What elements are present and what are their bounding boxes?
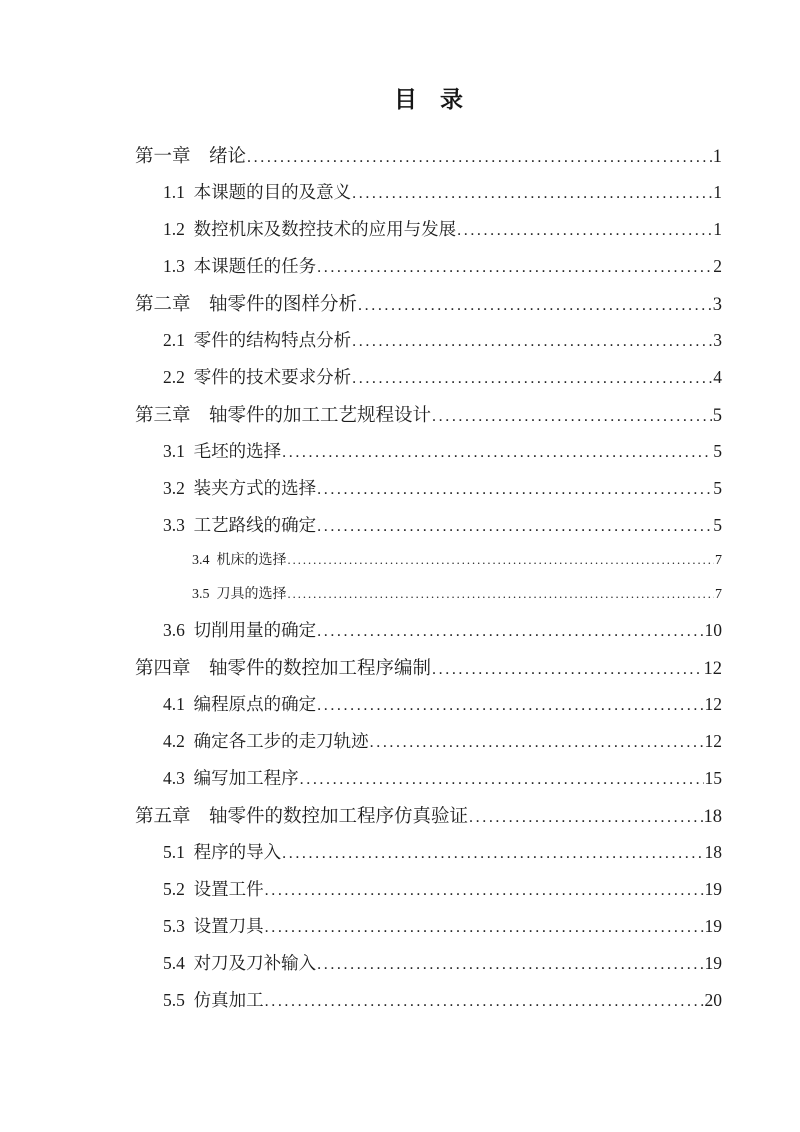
toc-entry-page-number: 1 xyxy=(713,182,722,202)
toc-entry-page-number: 12 xyxy=(704,731,722,751)
toc-entry-section[interactable] xyxy=(135,253,722,290)
dot-leader xyxy=(358,295,712,316)
toc-entry-section[interactable] xyxy=(135,876,722,913)
toc-entry-section[interactable] xyxy=(135,475,722,512)
toc-entry-page-number: 7 xyxy=(715,553,722,568)
toc-entry-page-number: 2 xyxy=(713,256,722,276)
toc-entry-label: 第五章 轴零件的数控加工程序仿真验证 xyxy=(135,807,469,827)
toc-entry-label: 第二章 轴零件的图样分析 xyxy=(135,295,358,315)
toc-entry-section[interactable] xyxy=(135,512,722,549)
toc-entry-label: 3.3 工艺路线的确定 xyxy=(163,515,317,535)
toc-entry-label: 5.4 对刀及刀补输入 xyxy=(163,953,317,973)
toc-entry-label: 3.1 毛坯的选择 xyxy=(163,441,282,461)
dot-leader xyxy=(265,879,704,900)
toc-entry-page-number: 18 xyxy=(703,807,722,827)
dot-leader xyxy=(317,953,703,974)
toc-entry-page-number: 19 xyxy=(704,879,722,899)
toc-entry-label: 2.2 零件的技术要求分析 xyxy=(163,367,352,387)
dot-leader xyxy=(317,478,712,499)
toc-entry-chapter[interactable] xyxy=(135,142,722,179)
toc-entry-page-number: 3 xyxy=(713,330,722,350)
toc-entry-page-number: 20 xyxy=(704,990,722,1010)
toc-entry-chapter[interactable] xyxy=(135,802,722,839)
dot-leader xyxy=(265,990,704,1011)
toc-entry-page-number: 3 xyxy=(712,295,722,315)
toc-entry-label: 5.5 仿真加工 xyxy=(163,990,264,1010)
dot-leader xyxy=(352,367,712,388)
toc-entry-page-number: 4 xyxy=(713,367,722,387)
toc-entry-label: 1.1 本课题的目的及意义 xyxy=(163,182,352,202)
toc-entry-label: 4.3 编写加工程序 xyxy=(163,768,299,788)
toc-entry-section[interactable] xyxy=(135,950,722,987)
toc-entry-section[interactable] xyxy=(135,728,722,765)
toc-entry-label: 1.3 本课题任的任务 xyxy=(163,256,317,276)
toc-entry-chapter[interactable] xyxy=(135,401,722,438)
dot-leader xyxy=(370,731,704,752)
dot-leader xyxy=(432,406,712,427)
dot-leader xyxy=(282,441,712,462)
toc-entry-section[interactable] xyxy=(135,839,722,876)
toc-entry-label: 2.1 零件的结构特点分析 xyxy=(163,330,352,350)
toc-entry-section[interactable] xyxy=(135,179,722,216)
toc-entry-page-number: 15 xyxy=(704,768,722,788)
toc-entry-page-number: 5 xyxy=(713,515,722,535)
toc-entry-page-number: 12 xyxy=(704,694,722,714)
table-of-contents xyxy=(135,142,722,1024)
toc-entry-section[interactable] xyxy=(135,765,722,802)
toc-entry-label: 3.6 切削用量的确定 xyxy=(163,620,317,640)
toc-entry-section[interactable] xyxy=(135,617,722,654)
dot-leader xyxy=(282,842,703,863)
toc-entry-label: 第一章 绪论 xyxy=(135,147,247,167)
toc-entry-chapter[interactable] xyxy=(135,290,722,327)
dot-leader xyxy=(300,768,704,789)
dot-leader xyxy=(317,694,703,715)
toc-entry-label: 5.2 设置工件 xyxy=(163,879,264,899)
dot-leader xyxy=(317,515,712,536)
dot-leader xyxy=(265,916,704,937)
dot-leader xyxy=(288,553,715,569)
dot-leader xyxy=(317,620,703,641)
toc-entry-page-number: 19 xyxy=(704,953,722,973)
dot-leader xyxy=(469,807,702,828)
toc-entry-page-number: 5 xyxy=(713,441,722,461)
toc-entry-section[interactable] xyxy=(135,438,722,475)
dot-leader xyxy=(288,587,715,603)
dot-leader xyxy=(457,219,712,240)
toc-entry-section[interactable] xyxy=(135,327,722,364)
dot-leader xyxy=(352,182,712,203)
toc-entry-section[interactable] xyxy=(135,216,722,253)
toc-entry-section[interactable] xyxy=(135,691,722,728)
toc-entry-page-number: 1 xyxy=(713,219,722,239)
toc-entry-page-number: 18 xyxy=(704,842,722,862)
toc-entry-label: 4.1 编程原点的确定 xyxy=(163,694,317,714)
toc-entry-label: 3.2 装夹方式的选择 xyxy=(163,478,317,498)
toc-entry-page-number: 7 xyxy=(715,587,722,602)
toc-entry-label: 3.4 机床的选择 xyxy=(192,553,287,568)
dot-leader xyxy=(247,147,712,168)
toc-entry-label: 5.1 程序的导入 xyxy=(163,842,282,862)
toc-entry-label: 第四章 轴零件的数控加工程序编制 xyxy=(135,659,432,679)
toc-entry-page-number: 19 xyxy=(704,916,722,936)
toc-entry-section[interactable] xyxy=(135,913,722,950)
toc-entry-label: 3.5 刀具的选择 xyxy=(192,587,287,602)
toc-entry-page-number: 12 xyxy=(703,659,722,679)
toc-entry-subsection[interactable] xyxy=(135,583,722,617)
toc-entry-label: 5.3 设置刀具 xyxy=(163,916,264,936)
dot-leader xyxy=(352,330,712,351)
dot-leader xyxy=(432,659,702,680)
toc-entry-label: 4.2 确定各工步的走刀轨迹 xyxy=(163,731,369,751)
toc-entry-page-number: 1 xyxy=(712,147,722,167)
toc-entry-subsection[interactable] xyxy=(135,549,722,583)
dot-leader xyxy=(317,256,712,277)
toc-entry-label: 1.2 数控机床及数控技术的应用与发展 xyxy=(163,219,457,239)
toc-entry-section[interactable] xyxy=(135,987,722,1024)
toc-entry-chapter[interactable] xyxy=(135,654,722,691)
toc-entry-section[interactable] xyxy=(135,364,722,401)
toc-entry-label: 第三章 轴零件的加工工艺规程设计 xyxy=(135,406,432,426)
toc-entry-page-number: 10 xyxy=(704,620,722,640)
toc-entry-page-number: 5 xyxy=(713,478,722,498)
page-title: 目 录 xyxy=(394,87,463,112)
toc-entry-page-number: 5 xyxy=(712,406,722,426)
